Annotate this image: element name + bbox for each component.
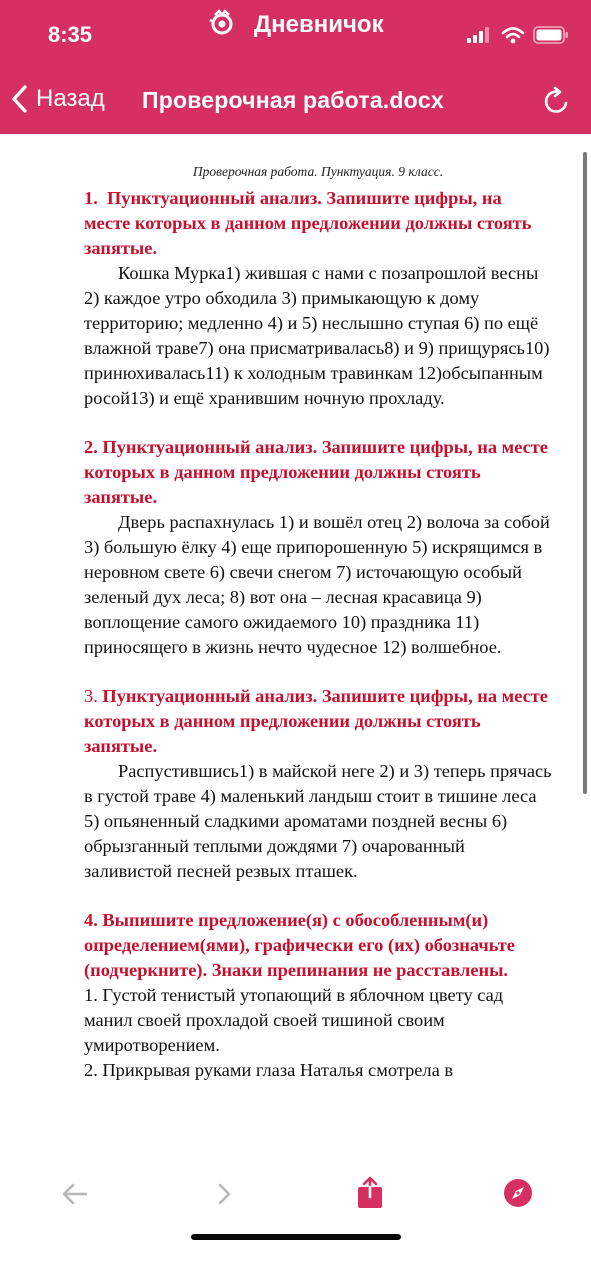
nav-back-button[interactable]	[60, 1179, 90, 1213]
task-sentence: Распустившись1) в майской неге 2) и 3) теперь прячась в густой траве 4) маленький ландыш стоит в тишине леса 5) опьяненный сладкими ароматами поздней весны 6) обрызганный теплыми дождями 7) очарованный заливистой песней резвых пташек.	[84, 761, 552, 881]
task-title-text: Выпишите предложение(я) с обособленным(и) определением(ями), графически его (их) обозначьте (подчеркните). Знаки препинания не расставлены.	[84, 910, 515, 980]
task-4	[84, 908, 552, 1083]
task-3	[84, 684, 552, 884]
app-header	[0, 0, 591, 134]
home-indicator	[191, 1234, 401, 1240]
chevron-right-icon	[210, 1179, 240, 1209]
task-sentence: 2. Прикрывая руками глаза Наталья смотрела в	[84, 1060, 454, 1080]
task-2	[84, 435, 552, 660]
app-name: Дневничок	[254, 11, 384, 38]
app-logo-icon	[207, 8, 237, 43]
share-button[interactable]	[354, 1175, 386, 1215]
status-time: 8:35	[48, 22, 93, 47]
wifi-icon	[501, 26, 525, 44]
task-1	[84, 186, 552, 411]
task-number: 1.	[84, 188, 98, 208]
chevron-left-icon	[10, 84, 30, 114]
task-number: 3.	[84, 686, 98, 706]
arrow-left-icon	[60, 1179, 90, 1209]
task-title	[84, 435, 552, 510]
nav-forward-button[interactable]	[210, 1179, 240, 1213]
task-sentence: Кошка Мурка1) жившая с нами с позапрошлой весны 2) каждое утро обходила 3) примыкающую к дому территорию; медленно 4) и 5) неслышно ступая 6) по ещё влажной траве7) она присматривалась8) и 9) прищурясь10) принюхивалась11) к холодным травинкам 12)обсыпанным росой13) и ещё хранившим ночную прохладу.	[84, 263, 550, 408]
open-in-safari-button[interactable]	[502, 1177, 534, 1213]
task-title	[84, 908, 552, 983]
task-number: 4.	[84, 910, 98, 930]
task-sentence: Дверь распахнулась 1) и вошёл отец 2) волоча за собой 3) большую ёлку 4) еще припорошенную 5) искрящимся в неровном свете 6) свечи снегом 7) источающую особый зеленый дух леса; 8) вот она – лесная красавица 9) воплощение самого ожидаемого 10) праздника 11) приносящего в жизнь нечто чудесное 12) волшебное.	[84, 512, 550, 657]
document-content	[84, 164, 552, 1107]
task-number: 2.	[84, 437, 98, 457]
status-icons	[467, 26, 569, 44]
reload-button[interactable]	[543, 86, 571, 120]
task-title-text: Пунктуационный анализ. Запишите цифры, на месте которых в данном предложении должны стоять запятые.	[84, 188, 532, 258]
task-title-text: Пунктуационный анализ. Запишите цифры, на месте которых в данном предложении должны стоять запятые.	[84, 686, 548, 756]
document-view[interactable]	[0, 134, 591, 1159]
back-button[interactable]	[10, 84, 105, 114]
reload-icon	[543, 86, 571, 116]
document-heading: Проверочная работа. Пунктуация. 9 класс.	[192, 164, 444, 179]
scrollbar[interactable]	[583, 152, 587, 794]
battery-icon	[533, 26, 569, 44]
task-title	[84, 186, 552, 261]
task-title-text: Пунктуационный анализ. Запишите цифры, на месте которых в данном предложении должны стоять запятые.	[84, 437, 548, 507]
bottom-toolbar	[0, 1159, 591, 1280]
compass-icon	[502, 1177, 534, 1209]
share-icon	[354, 1175, 386, 1211]
signal-icon	[467, 27, 493, 43]
back-label: Назад	[36, 85, 105, 112]
document-title: Проверочная работа.docx	[142, 87, 444, 113]
task-sentence: 1. Густой тенистый утопающий в яблочном цвету сад манил своей прохладой своей тишиной своим умиротворением.	[84, 985, 504, 1055]
task-title	[84, 684, 552, 759]
